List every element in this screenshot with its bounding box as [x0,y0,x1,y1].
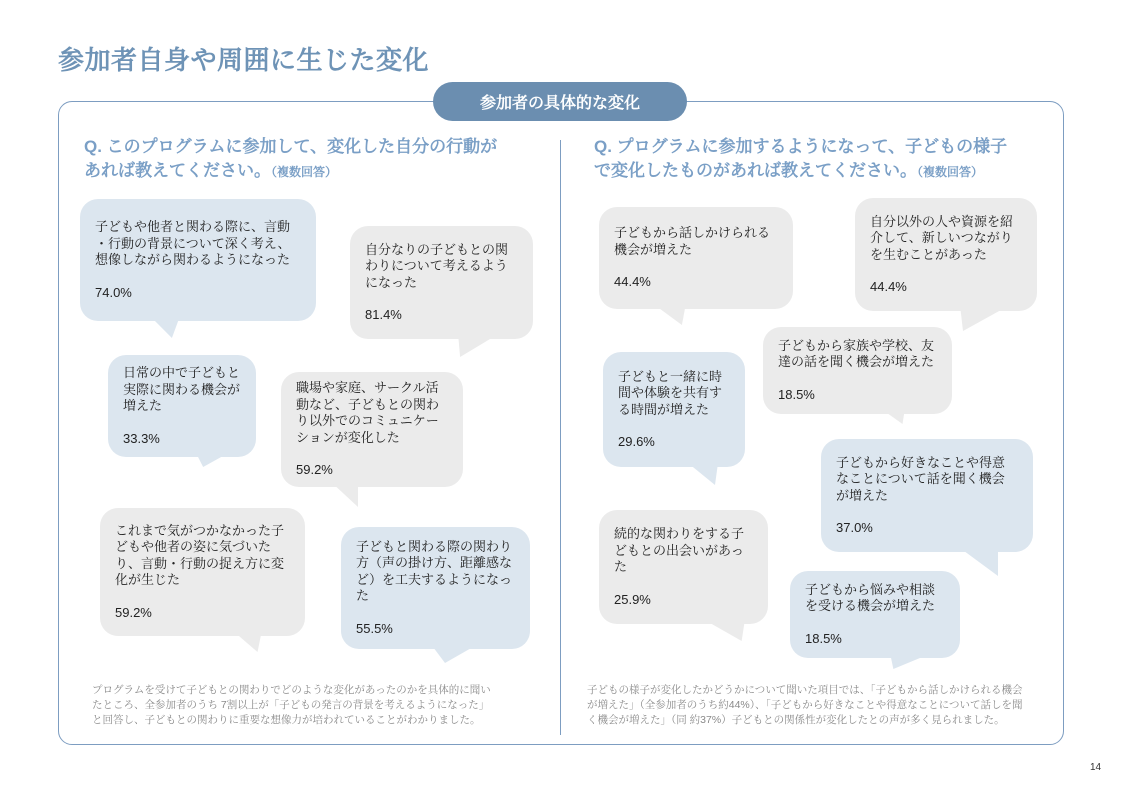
bubble-percent: 29.6% [618,434,655,449]
bubble-percent: 59.2% [115,604,152,620]
page-number: 14 [1090,762,1102,773]
right-question [594,135,1007,184]
bubble-text: 日常の中で子どもと 実際に関わる機会が 増えた [123,365,241,413]
bubble-text: 子どもから話しかけられる 機会が増えた [614,225,771,257]
bubble-text: 職場や家庭、サークル活 動など、子どもとの関わ り以外でのコミュニケー ションが変化した [296,380,440,445]
answer-bubble [108,355,256,457]
bubble-percent: 44.4% [870,279,907,294]
answer-bubble [855,198,1037,311]
left-question [84,135,497,184]
bubble-percent: 37.0% [836,520,873,535]
bubble-text: 子どもから悩みや相談 を受ける機会が増えた [805,581,936,614]
bubble-text: 続的な関わりをする子 どもとの出会いがあっ た [614,526,745,574]
left-summary: プログラムを受けて子どもとの関わりでどのような変化があったのかを具体的に聞い たところ、全参加者のうち 7割以上が「子どもの発言の背景を考えるようになった」 と回答し、子どもとの関わりに重要な想像力が培われていることがわかりました。 [92,684,491,726]
bubble-percent: 44.4% [614,274,651,290]
answer-bubble [350,226,533,339]
answer-bubble [790,571,960,658]
question-note: （複数回答） [917,165,984,179]
right-summary: 子どもの様子が変化したかどうかについて聞いた項目では、「子どもから話しかけられる機会 が増えた」（全参加者のうち約44%）、「子どもから好きなことや得意なことについて話しを聞 く機会が増えた」（同 約37%）子どもとの関係性が変化したとの声が多く見られました。 [587,684,1023,726]
page-title: 参加者自身や周囲に生じた変化 [58,45,430,75]
answer-bubble [599,510,768,624]
bubble-percent: 33.3% [123,430,160,446]
bubble-percent: 81.4% [365,307,402,322]
bubble-text: 子どもや他者と関わる際に、言動 ・行動の背景について深く考え、 想像しながら関わるようになった [95,219,291,267]
question-text: Q. プログラムに参加するようになって、子どもの様子 で変化したものがあれば教えてください。 [594,137,1008,180]
bubble-text: 子どもから家族や学校、友 達の話を聞く機会が増えた [778,337,935,370]
bubble-text: 子どもと関わる際の関わり 方（声の掛け方、距離感な ど）を工夫するようになっ た [356,538,513,604]
bubble-text: 自分以外の人や資源を紹 介して、新しいつながり を生むことがあった [870,213,1014,262]
answer-bubble [599,207,793,309]
answer-bubble [341,527,530,649]
answer-bubble [821,439,1033,552]
answer-bubble [100,508,305,636]
bubble-text: 子どもから好きなことや得意 なことについて話を聞く機会 が増えた [836,454,1006,503]
bubble-percent: 74.0% [95,284,132,300]
answer-bubble [603,352,745,467]
answer-bubble [80,199,316,321]
bubble-text: 子どもと一緒に時 間や体験を共有す る時間が増えた [618,368,723,417]
bubble-percent: 59.2% [296,462,333,478]
question-note: （複数回答） [271,165,338,179]
bubble-percent: 25.9% [614,591,651,607]
bubble-text: これまで気がつかなかった子 どもや他者の姿に気づいた り、言動・行動の捉え方に変 化が生じた [115,522,285,588]
question-text: Q. このプログラムに参加して、変化した自分の行動が あれば教えてください。 [84,137,498,180]
bubble-percent: 18.5% [778,386,815,402]
bubble-text: 自分なりの子どもとの関 わりについて考えるよう になった [365,241,509,290]
answer-bubble [281,372,463,487]
column-divider [560,140,561,735]
answer-bubble [763,327,952,414]
bubble-percent: 18.5% [805,630,842,646]
section-label: 参加者の具体的な変化 [433,82,687,121]
bubble-percent: 55.5% [356,620,393,636]
